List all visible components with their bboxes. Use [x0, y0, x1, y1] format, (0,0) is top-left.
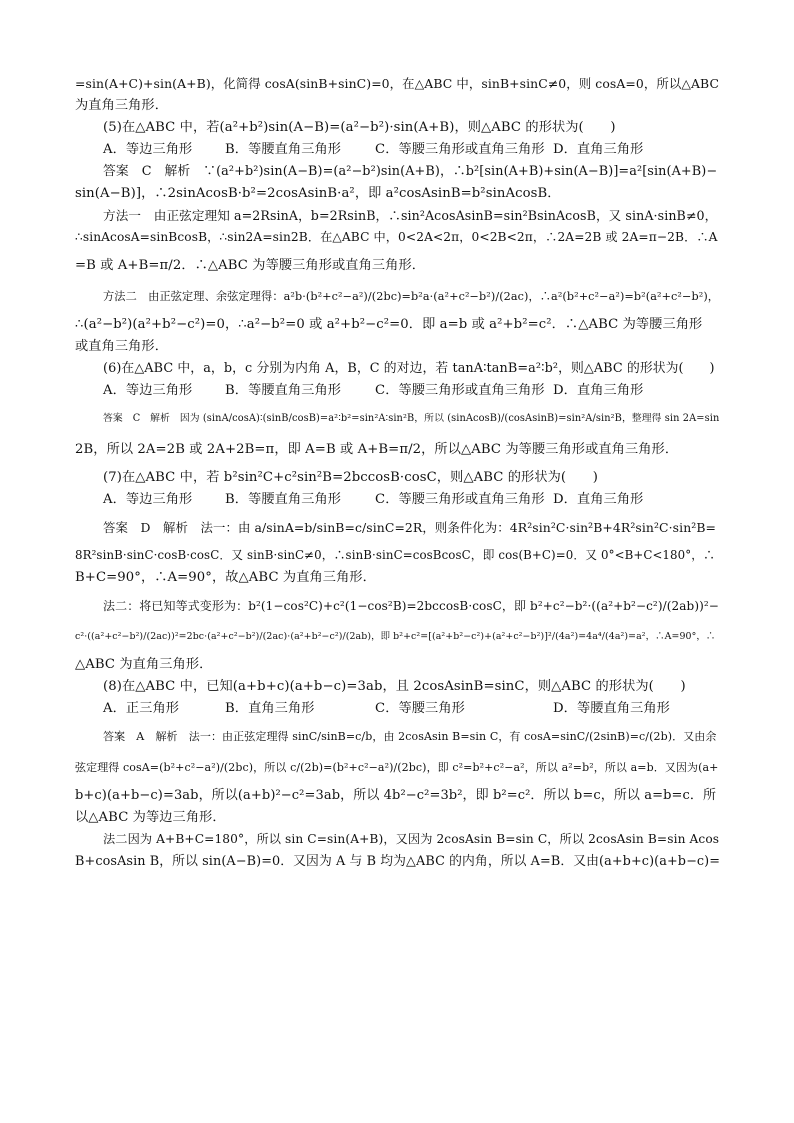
question-7-options — [75, 490, 723, 509]
method-two-line: 法二因为 A+B+C=180°，所以 sin C=sin(A+B)，又因为 2cosAsin B=sin C，所以 2cosAsin B=sin Acos — [103, 832, 720, 846]
text-line: B+C=90°，∴A=90°，故△ABC 为直角三角形． — [75, 570, 376, 585]
text-line: B+cosAsin B，所以 sin(A−B)=0．又因为 A 与 B 均为△ABC 的内角，所以 A=B．又由(a+b+c)(a+b−c)= — [75, 854, 721, 869]
document-page — [75, 74, 723, 874]
method-two-line: 方法二 由正弦定理、余弦定理得：a²b·(b²+c²−a²)/(2bc)=b²a·(a²+c²−b²)/(2ac)，∴a²(b²+c²−a²)=b²(a²+c²−b²)， — [103, 290, 720, 303]
question-5-options — [75, 140, 723, 159]
text-line: c²·((a²+c²−b²)/(2ac))²=2bc·(a²+c²−b²)/(2ac)·(a²+b²−c²)/(2ab)，即 b²+c²=[(a²+b²−c²)+(a²+c²−b²)]²/(4a²)=4a⁴/(4a²)=a²，∴A=90°，∴ — [75, 631, 716, 642]
option-b: B．等腰直角三角形 — [225, 383, 342, 398]
question-6-stem: (6)在△ABC 中，a，b，c 分别为内角 A，B，C 的对边，若 tanA∶tanB=a²∶b²，则△ABC 的形状为( ) — [103, 361, 715, 376]
option-a: A．等边三角形 — [103, 142, 193, 157]
text-line: ∴(a²−b²)(a²+b²−c²)=0，∴a²−b²=0 或 a²+b²−c²=0．即 a=b 或 a²+b²=c²．∴△ABC 为等腰三角形 — [75, 317, 703, 332]
option-a: A．等边三角形 — [103, 492, 193, 507]
option-a: A．等边三角形 — [103, 383, 193, 398]
text-line: 以△ABC 为等边三角形． — [75, 810, 226, 825]
text-line: 2B，所以 2A=2B 或 2A+2B=π，即 A=B 或 A+B=π/2，所以△ABC 为等腰三角形或直角三角形． — [75, 442, 679, 457]
option-b: B．等腰直角三角形 — [225, 142, 342, 157]
question-8-options — [75, 699, 723, 718]
option-d: D．直角三角形 — [553, 383, 644, 398]
text-line: sin(A−B)]，∴2sinAcosB·b²=2cosAsinB·a²，即 a²cosAsinB=b²sinAcosB． — [75, 186, 561, 201]
option-b: B．等腰直角三角形 — [225, 492, 342, 507]
question-8-stem: (8)在△ABC 中，已知(a+b+c)(a+b−c)=3ab，且 2cosAsinB=sinC，则△ABC 的形状为( ) — [103, 679, 686, 694]
question-7-stem: (7)在△ABC 中，若 b²sin²C+c²sin²B=2bccosB·cosC，则△ABC 的形状为( ) — [103, 470, 598, 485]
question-5-stem: (5)在△ABC 中，若(a²+b²)sin(A−B)=(a²−b²)·sin(A+B)，则△ABC 的形状为( ) — [103, 120, 616, 135]
answer-line: 答案 C 解析 ∵(a²+b²)sin(A−B)=(a²−b²)sin(A+B)，∴b²[sin(A+B)+sin(A−B)]=a²[sin(A+B)− — [103, 164, 718, 179]
option-c: C．等腰三角形或直角三角形 — [375, 383, 545, 398]
answer-line: 答案 C 解析 因为 (sinA/cosA)∶(sinB/cosB)=a²∶b²=sin²A∶sin²B，所以 (sinAcosB)/(cosAsinB)=sin²A/sin²B，整理得 sin 2A=sin — [103, 413, 720, 424]
option-c: C．等腰三角形 — [375, 701, 465, 716]
text-line: b+c)(a+b−c)=3ab，所以(a+b)²−c²=3ab，所以 4b²−c²=3b²，即 b²=c²．所以 b=c，所以 a=b=c．所 — [75, 788, 717, 803]
text-line: =B 或 A+B=π/2．∴△ABC 为等腰三角形或直角三角形． — [75, 258, 426, 273]
method-one-line: 方法一 由正弦定理知 a=2RsinA，b=2RsinB，∴sin²AcosAsinB=sin²BsinAcosB，又 sinA·sinB≠0， — [103, 208, 718, 223]
answer-line: 答案 D 解析 法一：由 a/sinA=b/sinB=c/sinC=2R，则条件化为：4R²sin²C·sin²B+4R²sin²C·sin²B= — [103, 520, 717, 535]
text-line: 或直角三角形． — [75, 339, 169, 354]
option-d: D．直角三角形 — [553, 142, 644, 157]
text-line: 弦定理得 cosA=(b²+c²−a²)/(2bc)，所以 c/(2b)=(b²+c²−a²)/(2bc)，即 c²=b²+c²−a²，所以 a²=b²，所以 a=b．又因为(a+ — [75, 761, 719, 774]
text-line: 8R²sinB·sinC·cosB·cosC．又 sinB·sinC≠0，∴sinB·sinC=cosBcosC，即 cos(B+C)=0．又 0°<B+C<180°，∴ — [75, 548, 716, 562]
question-6-options — [75, 381, 723, 400]
method-two-line: 法二：将已知等式变形为：b²(1−cos²C)+c²(1−cos²B)=2bccosB·cosC，即 b²+c²−b²·((a²+b²−c²)/(2ab))²− — [103, 599, 719, 613]
answer-line: 答案 A 解析 法一：由正弦定理得 sinC/sinB=c/b，由 2cosAsin B=sin C，有 cosA=sinC/(2sinB)=c/(2b)．又由余 — [103, 730, 717, 743]
text-line: 为直角三角形． — [75, 98, 169, 113]
text-line: △ABC 为直角三角形． — [75, 657, 213, 672]
option-c: C．等腰三角形或直角三角形 — [375, 492, 545, 507]
option-b: B．直角三角形 — [225, 701, 315, 716]
text-line: ∴sinAcosA=sinBcosB，∴sin2A=sin2B．在△ABC 中，0<2A<2π，0<2B<2π，∴2A=2B 或 2A=π−2B．∴A — [75, 230, 718, 244]
option-d: D．直角三角形 — [553, 492, 644, 507]
option-d: D．等腰直角三角形 — [553, 701, 670, 716]
text-line: =sin(A+C)+sin(A+B)，化简得 cosA(sinB+sinC)=0，在△ABC 中，sinB+sinC≠0，则 cosA=0，所以△ABC — [75, 76, 720, 91]
option-a: A．正三角形 — [103, 701, 180, 716]
option-c: C．等腰三角形或直角三角形 — [375, 142, 545, 157]
